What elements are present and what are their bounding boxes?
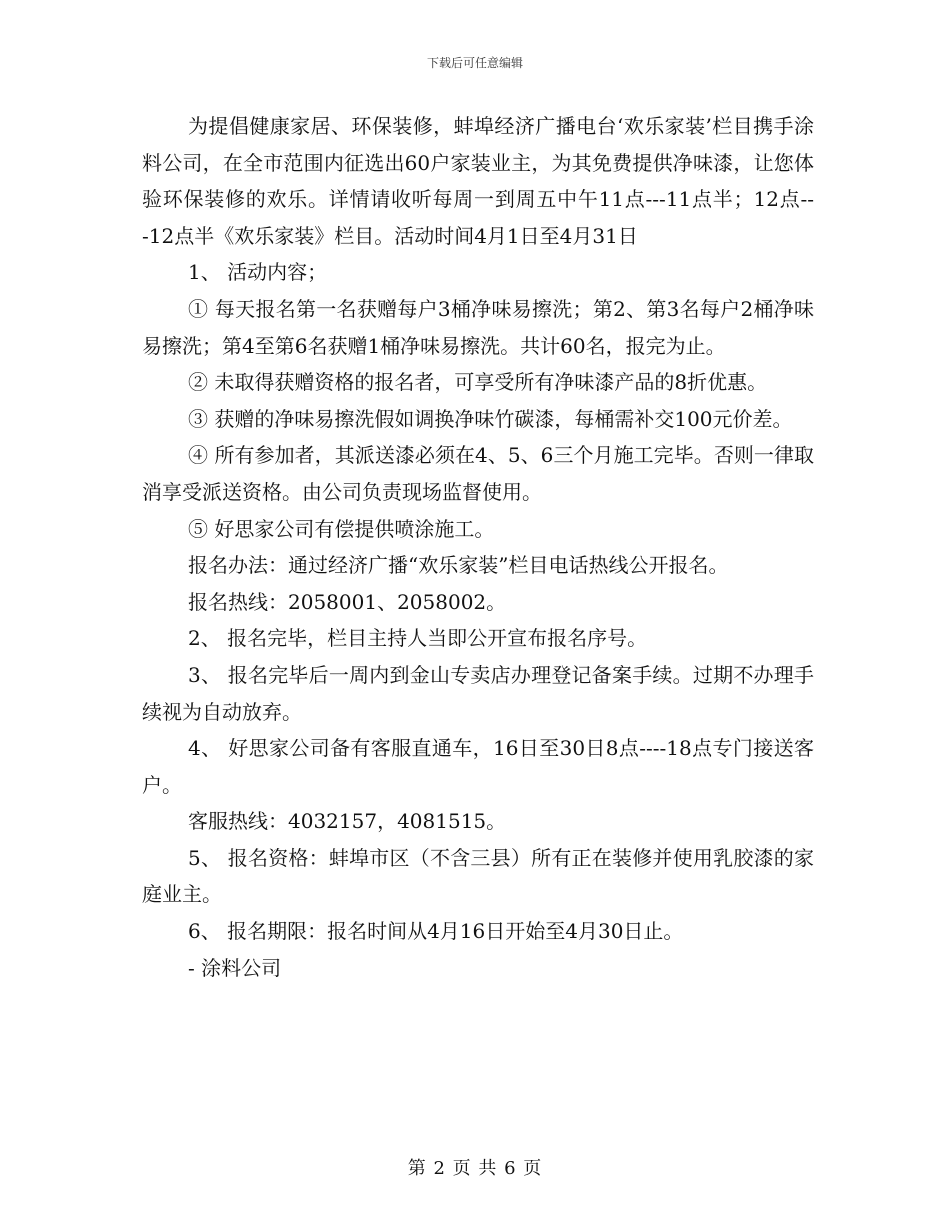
registration-method: 报名办法：通过经济广播“欢乐家装”栏目电话热线公开报名。	[188, 553, 729, 578]
item-2-paragraph: ② 未取得获赠资格的报名者，可享受所有净味漆产品的8折优惠。	[188, 370, 768, 395]
page-header: 下载后可任意编辑	[426, 56, 523, 70]
signature-line: - 涂料公司	[188, 955, 282, 980]
page-footer: 第 2 页 共 6 页	[407, 1158, 543, 1179]
section-3-paragraph: 3、 报名完毕后一周内到金山专卖店办理登记备案手续。过期不办理手续视为自动放弃。	[142, 662, 814, 724]
registration-hotline: 报名热线：2058001、2058002。	[188, 589, 507, 614]
service-hotline: 客服热线：4032157，4081515。	[188, 809, 507, 834]
item-1-paragraph: ① 每天报名第一名获赠每户3桶净味易擦洗；第2、第3名每户2桶净味易擦洗；第4至第6名获赠1桶净味易擦洗。共计60名，报完为止。	[142, 296, 814, 358]
item-3-paragraph: ③ 获赠的净味易擦洗假如调换净味竹碳漆，每桶需补交100元价差。	[188, 406, 793, 431]
section-5-paragraph: 5、 报名资格：蚌埠市区（不含三县）所有正在装修并使用乳胶漆的家庭业主。	[142, 845, 814, 907]
section-6-paragraph: 6、 报名期限：报名时间从4月16日开始至4月30日止。	[188, 919, 684, 944]
section-4-paragraph: 4、 好思家公司备有客服直通车，16日至30日8点----18点专门接送客户。	[142, 736, 814, 797]
item-4-paragraph: ④ 所有参加者，其派送漆必须在4、5、6三个月施工完毕。否则一律取消享受派送资格。由公司负责现场监督使用。	[142, 443, 814, 504]
item-5-paragraph: ⑤ 好思家公司有偿提供喷涂施工。	[188, 516, 495, 541]
document-body	[142, 108, 814, 986]
section-2-paragraph: 2、 报名完毕，栏目主持人当即公开宣布报名序号。	[188, 626, 648, 651]
section-1-heading: 1、 活动内容；	[188, 260, 328, 285]
intro-paragraph: 为提倡健康家居、环保装修，蚌埠经济广播电台‘欢乐家装’栏目携手涂料公司，在全市范围内征选出60户家装业主，为其免费提供净味漆，让您体验环保装修的欢乐。详情请收听每周一到周五中午11点---11点半；12点---12点半《欢乐家装》栏目。活动时间4月1日至4月31日	[142, 114, 814, 248]
